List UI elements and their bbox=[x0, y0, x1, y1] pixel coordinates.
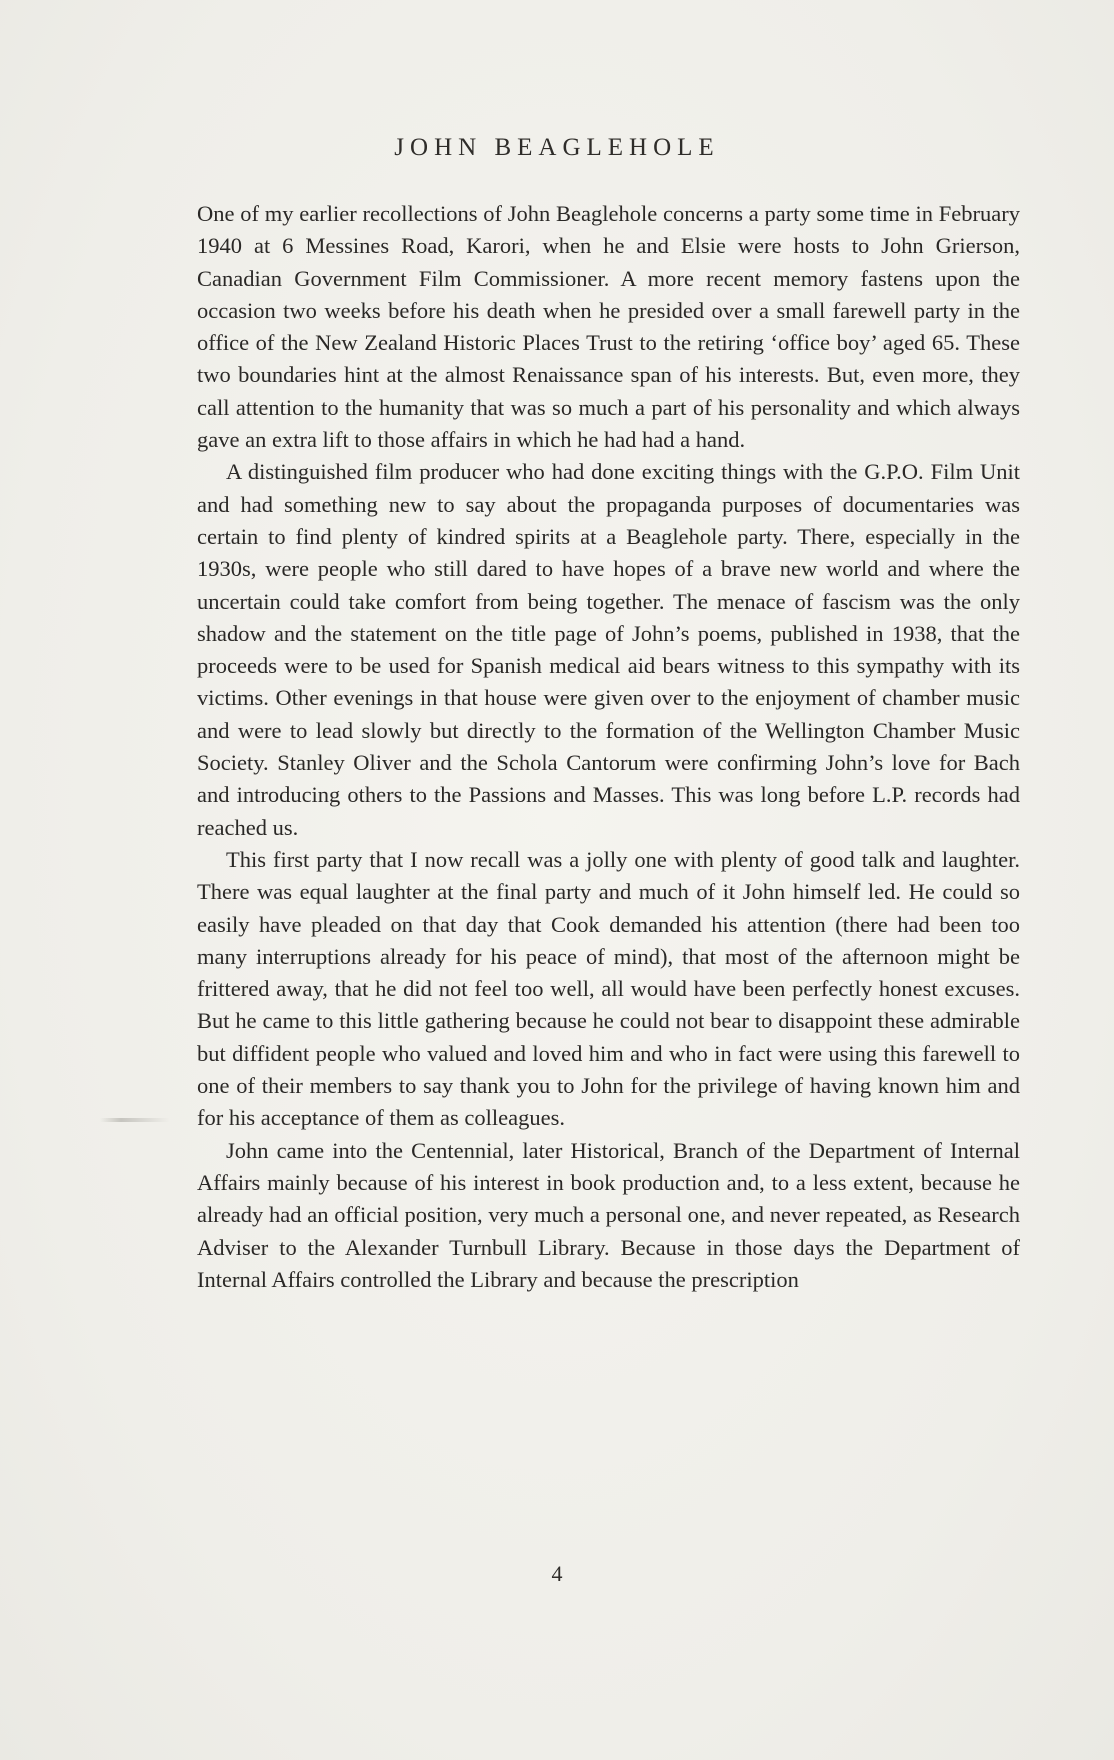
paragraph-1: One of my earlier recollections of John Beaglehole concerns a party some time in February 1940 at 6 Messines Road, Karori, when he and Elsie were hosts to John Grierson, Canadian Government Film Commissioner. A more recent memory fastens upon the occasion two weeks before his death when he presided over a small farewell party in the office of the New Zealand Historic Places Trust to the retiring ‘office boy’ aged 65. These two boundaries hint at the almost Renaissance span of his interests. But, even more, they call attention to the humanity that was so much a part of his personality and which always gave an extra lift to those affairs in which he had had a hand. bbox=[197, 201, 1020, 453]
paragraph-2: A distinguished film producer who had done exciting things with the G.P.O. Film Unit and had something new to say about the propaganda purposes of documentaries was certain to find plenty of kindred spirits at a Beaglehole party. There, especially in the 1930s, were people who still dared to have hopes of a brave new world and where the uncertain could take comfort from being together. The menace of fascism was the only shadow and the statement on the title page of John’s poems, published in 1938, that the proceeds were to be used for Spanish medical aid bears witness to this sympathy with its victims. Other evenings in that house were given over to the enjoyment of chamber music and were to lead slowly but directly to the formation of the Wellington Chamber Music Society. Stanley Oliver and the Schola Cantorum were confirming John’s love for Bach and introducing others to the Passions and Masses. This was long before L.P. records had reached us. bbox=[197, 459, 1020, 840]
body-text bbox=[197, 198, 1020, 1296]
margin-smudge bbox=[100, 1118, 170, 1122]
page-number: 4 bbox=[551, 1561, 563, 1586]
paragraph-4: John came into the Centennial, later Historical, Branch of the Department of Internal Affairs mainly because of his interest in book production and, to a less extent, because he already had an official position, very much a personal one, and never repeated, as Research Adviser to the Alexander Turnbull Library. Because in those days the Department of Internal Affairs controlled the Library and because the prescription bbox=[197, 1137, 1020, 1292]
paragraph-3: This first party that I now recall was a jolly one with plenty of good talk and laughter. There was equal laughter at the final party and much of it John himself led. He could so easily have pleaded on that day that Cook demanded his attention (there had been too many interruptions already for his peace of mind), that most of the afternoon might be frittered away, that he did not feel too well, all would have been perfectly honest excuses. But he came to this little gathering because he could not bear to disappoint these admirable but diffident people who valued and loved him and who in fact were using this farewell to one of their members to say thank you to John for the privilege of having known him and for his acceptance of them as colleagues. bbox=[197, 846, 1020, 1131]
page-title: JOHN BEAGLEHOLE bbox=[394, 134, 720, 161]
